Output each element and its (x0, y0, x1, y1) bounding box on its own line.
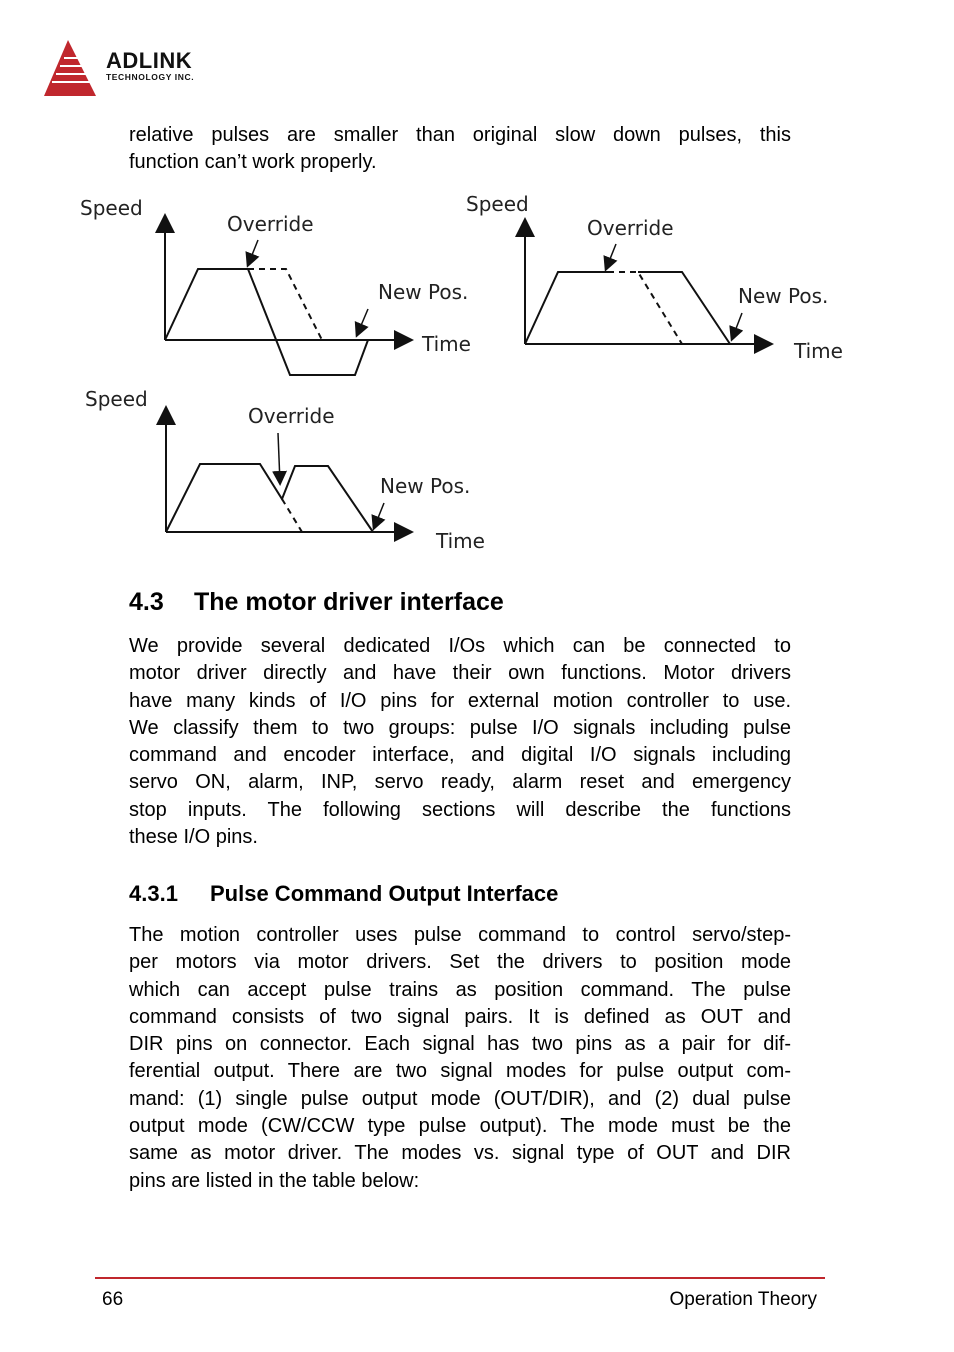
text-line: which can accept pulse trains as position command. The pulse (129, 978, 791, 1001)
actual-profile (165, 269, 368, 375)
subsection-heading (129, 881, 558, 907)
actual-profile (166, 464, 373, 532)
text-line: these I/O pins. (129, 826, 258, 849)
text-line: stop inputs. The following sections will describe the functions (129, 798, 791, 821)
override-label: Override (227, 212, 314, 236)
x-axis-label: Time (422, 332, 471, 356)
chapter-title: Operation Theory (669, 1289, 817, 1310)
section-number: 4.3 (129, 588, 164, 616)
original-profile (248, 269, 322, 340)
text-line: have many kinds of I/O pins for external motion controller to use. (129, 689, 791, 712)
text-line: servo ON, alarm, INP, servo ready, alarm reset and emergency (129, 771, 791, 794)
text-line: We provide several dedicated I/Os which can be connected to (129, 635, 791, 657)
text-line: same as motor driver. The modes vs. signal type of OUT and DIR (129, 1142, 791, 1165)
intro-paragraph (129, 122, 791, 177)
section-heading (129, 588, 504, 617)
section-paragraph (129, 633, 791, 851)
subsection-paragraph (129, 922, 791, 1195)
y-axis-label: Speed (80, 196, 143, 220)
new-pos-arrow (357, 309, 368, 335)
new-pos-arrow (374, 503, 384, 528)
section-title: The motor driver interface (194, 588, 504, 616)
logo-subtitle: TECHNOLOGY INC. (106, 72, 195, 82)
text-line: output mode (CW/CCW type pulse output). The mode must be the (129, 1115, 791, 1138)
text-line: DIR pins on connector. Each signal has two pins as a pair for dif- (129, 1033, 791, 1056)
new-pos-label: New Pos. (380, 474, 471, 498)
text-line: function can’t work properly. (129, 151, 377, 174)
text-line: mand: (1) single pulse output mode (OUT/DIR), and (2) dual pulse (129, 1087, 791, 1110)
text-line: pins are listed in the table below: (129, 1169, 420, 1192)
text-line: per motors via motor drivers. Set the drivers to position mode (129, 951, 791, 974)
y-axis-label: Speed (466, 192, 529, 216)
new-pos-label: New Pos. (378, 280, 469, 304)
x-axis-label: Time (794, 339, 843, 363)
text-line: We classify them to two groups: pulse I/O signals including pulse (129, 716, 791, 739)
new-pos-label: New Pos. (738, 284, 829, 308)
y-axis-label: Speed (85, 387, 148, 411)
subsection-number: 4.3.1 (129, 881, 178, 906)
actual-profile (525, 272, 730, 344)
original-profile (282, 499, 302, 532)
profile-panel-3 (85, 387, 485, 553)
profile-panel-1 (80, 196, 471, 375)
override-arrow (248, 240, 258, 265)
profile-panel-2 (466, 192, 843, 363)
text-line: The motion controller uses pulse command to control servo/step- (129, 924, 791, 946)
x-axis-label: Time (436, 529, 485, 553)
text-line: command consists of two signal pairs. It is defined as OUT and (129, 1005, 791, 1028)
logo-triangle-icon (40, 36, 104, 100)
text-line: relative pulses are smaller than original slow down pulses, this (129, 124, 791, 146)
footer-divider (95, 1277, 825, 1279)
text-line: ferential output. There are two signal modes for pulse output com- (129, 1060, 791, 1083)
override-arrow (278, 433, 280, 483)
override-label: Override (587, 216, 674, 240)
text-line: motor driver directly and have their own functions. Motor drivers (129, 662, 791, 685)
logo-wordmark: ADLINK (106, 48, 193, 73)
override-label: Override (248, 404, 335, 428)
override-arrow (606, 244, 616, 269)
text-line: command and encoder interface, and digital I/O signals including (129, 744, 791, 767)
original-profile (608, 272, 682, 344)
override-profile-figure (70, 185, 870, 560)
figure-drawing (70, 185, 870, 560)
company-logo (40, 36, 240, 100)
page-number: 66 (102, 1289, 124, 1310)
new-pos-arrow (732, 313, 742, 339)
subsection-title: Pulse Command Output Interface (210, 881, 559, 906)
